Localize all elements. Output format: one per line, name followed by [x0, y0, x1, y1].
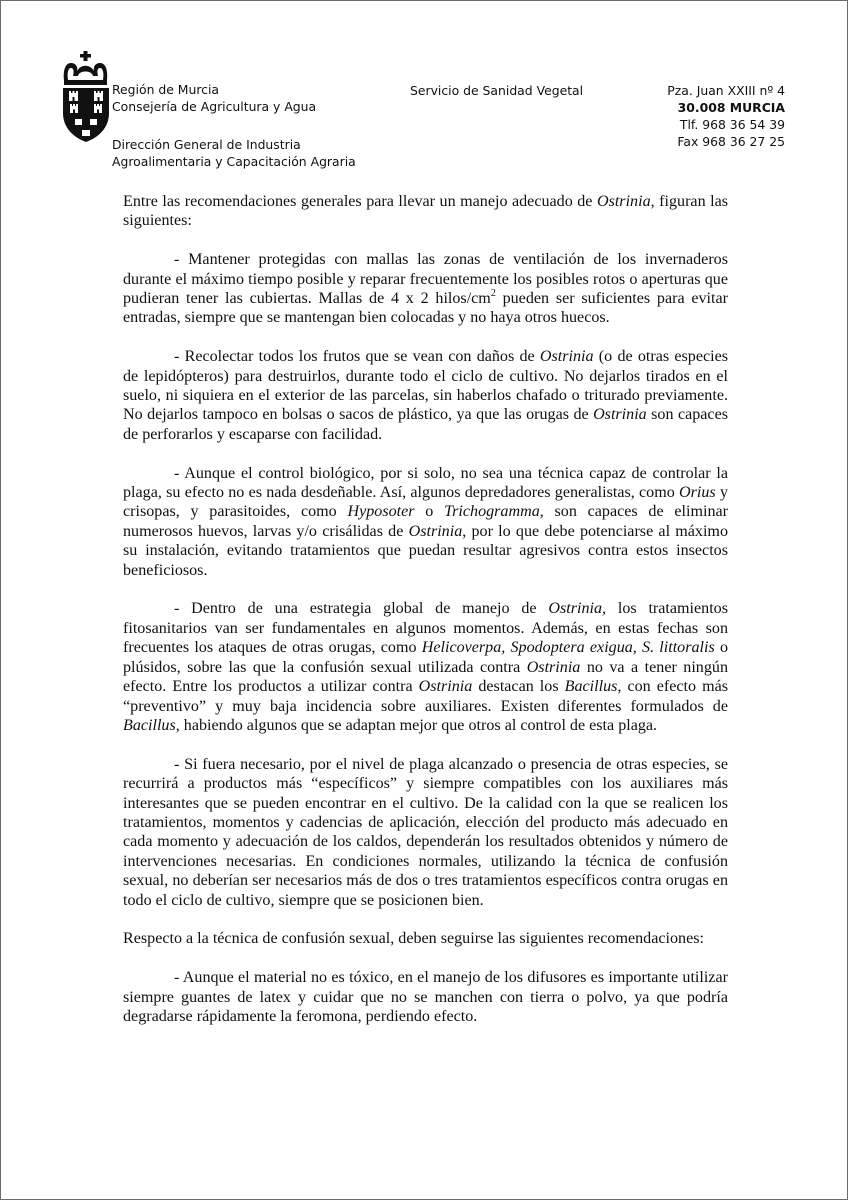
- superscript: 2: [490, 288, 496, 300]
- paragraph-mallas: [123, 250, 728, 328]
- text-run: Respecto a la técnica de confusión sexual, deben seguirse las siguientes recomendaciones:: [123, 930, 704, 948]
- address-fax: Fax 968 36 27 25: [677, 134, 785, 149]
- text-run: no va a tener ningún efecto. Entre los productos a utilizar contra: [123, 658, 728, 696]
- italic-term: Ostrinia: [548, 600, 603, 618]
- directorate-name-line1: Dirección General de Industria: [112, 137, 301, 152]
- text-run: - Si fuera necesario, por el nivel de plaga alcanzado o presencia de otras especies, se recurrirá a productos más “específicos” y siempre compatibles con los auxiliares más interesantes que se pueden encontrar en el cultivo. De la calidad con la que se realicen los tratamientos, momentos y cadencias de aplicación, elección del producto más adecuado en cada momento y adecuación de los caldos, dependerán los resultados obtenidos y número de intervenciones necesarias. En condiciones normales, utilizando la técnica de confusión sexual, no deberían ser necesarios más de dos o tres tratamientos específicos contra orugas en todo el ciclo de cultivo, siempre que se posicionen bien.: [123, 755, 728, 909]
- address-block: [667, 82, 785, 150]
- text-run: pueden ser suficientes para evitar entradas, siempre que se mantengan bien colocadas y no haya otros huecos.: [123, 290, 728, 327]
- region-name: Región de Murcia: [112, 82, 219, 97]
- text-run: y crisopas, y parasitoides, como: [123, 484, 729, 521]
- paragraph-control-biologico: [123, 464, 728, 580]
- organization-block: [112, 81, 356, 170]
- paragraph-difusores: [123, 968, 728, 1026]
- text-run: - Aunque el control biológico, por si solo, no sea una técnica capaz de controlar la plaga, su efecto no es nada desdeñable. Así, algunos depredadores generalistas, como: [123, 464, 728, 502]
- document-body: [123, 192, 728, 1046]
- italic-term: Ostrinia: [596, 193, 651, 210]
- text-run: - Aunque el material no es tóxico, en el manejo de los difusores es importante utilizar siempre guantes de latex y cuidar que no se manchen con tierra o polvo, ya que podría degradarse rápidamente la feromona, perdiendo efecto.: [123, 969, 728, 1025]
- paragraph-intro: [123, 192, 728, 231]
- text-run: son capaces de perforarlos y escaparse con facilidad.: [123, 406, 728, 443]
- text-run: (o de otras especies de lepidópteros) para destruirlos, durante todo el ciclo de cultivo. No dejarlos tirados en el suelo, ni siquiera en el exterior de las parcelas, sin haberlos chafado o triturado previamente. No dejarlos tampoco en bolsas o sacos de plástico, ya que las orugas de: [123, 348, 728, 424]
- italic-term: Helicoverpa, Spodoptera exigua, S. littoralis: [421, 639, 715, 657]
- italic-term: Bacillus: [123, 716, 176, 734]
- text-run: , habiendo algunos que se adaptan mejor que otros al control de esta plaga.: [175, 716, 658, 734]
- italic-term: Hyposoter: [347, 503, 415, 521]
- italic-term: Ostrinia: [539, 348, 594, 366]
- italic-term: Bacillus: [564, 678, 618, 696]
- text-run: , figuran las siguientes:: [123, 193, 729, 230]
- text-run: - Dentro de una estrategia global de manejo de: [174, 600, 549, 618]
- text-run: , por lo que debe potenciarse al máximo su instalación, evitando tratamientos que puedan resultar agresivos contra estos insectos beneficiosos.: [123, 522, 729, 579]
- text-run: o: [414, 503, 445, 521]
- italic-term: Trichogramma: [444, 503, 540, 521]
- paragraph-confusion-sexual: [123, 929, 728, 948]
- italic-term: Orius: [679, 484, 716, 502]
- directorate-name-line2: Agroalimentaria y Capacitación Agraria: [112, 154, 356, 169]
- paragraph-recolectar: [123, 347, 728, 444]
- italic-term: Ostrinia: [418, 678, 473, 696]
- department-name: Consejería de Agricultura y Agua: [112, 99, 317, 114]
- paragraph-tratamientos: [123, 755, 728, 910]
- paragraph-estrategia-global: [123, 599, 728, 735]
- text-run: destacan los: [472, 678, 565, 696]
- text-run: , con efecto más “preventivo” y muy baja incidencia sobre auxiliares. Existen diferentes formulados de: [123, 678, 729, 715]
- italic-term: Ostrinia: [526, 658, 581, 676]
- italic-term: Ostrinia: [408, 522, 463, 540]
- text-run: , los tratamientos fitosanitarios van ser fundamentales en algunos momentos. Además, en estas fechas son frecuentes los ataques de otras orugas, como: [123, 600, 728, 657]
- text-run: - Mantener protegidas con mallas las zonas de ventilación de los invernaderos durante el máximo tiempo posible y reparar frecuentemente los posibles rotos o aperturas que pudieran tener las cubiertas. Mallas de 4 x 2 hilos/cm: [123, 251, 728, 308]
- service-name: Servicio de Sanidad Vegetal: [410, 83, 584, 98]
- text-run: - Recolectar todos los frutos que se vean con daños de: [174, 348, 540, 366]
- region-de-murcia-crest-icon: [61, 51, 111, 143]
- address-city: 30.008 MURCIA: [677, 100, 785, 115]
- text-run: Entre las recomendaciones generales para llevar un manejo adecuado de: [123, 193, 597, 210]
- text-run: o plúsidos, sobre las que la confusión sexual utilizada contra: [123, 639, 728, 676]
- text-run: , son capaces de eliminar numerosos huevos, larvas y/o crisálidas de: [123, 503, 728, 540]
- address-street: Pza. Juan XXIII nº 4: [667, 83, 785, 98]
- address-phone: Tlf. 968 36 54 39: [679, 117, 785, 132]
- italic-term: Ostrinia: [593, 406, 647, 424]
